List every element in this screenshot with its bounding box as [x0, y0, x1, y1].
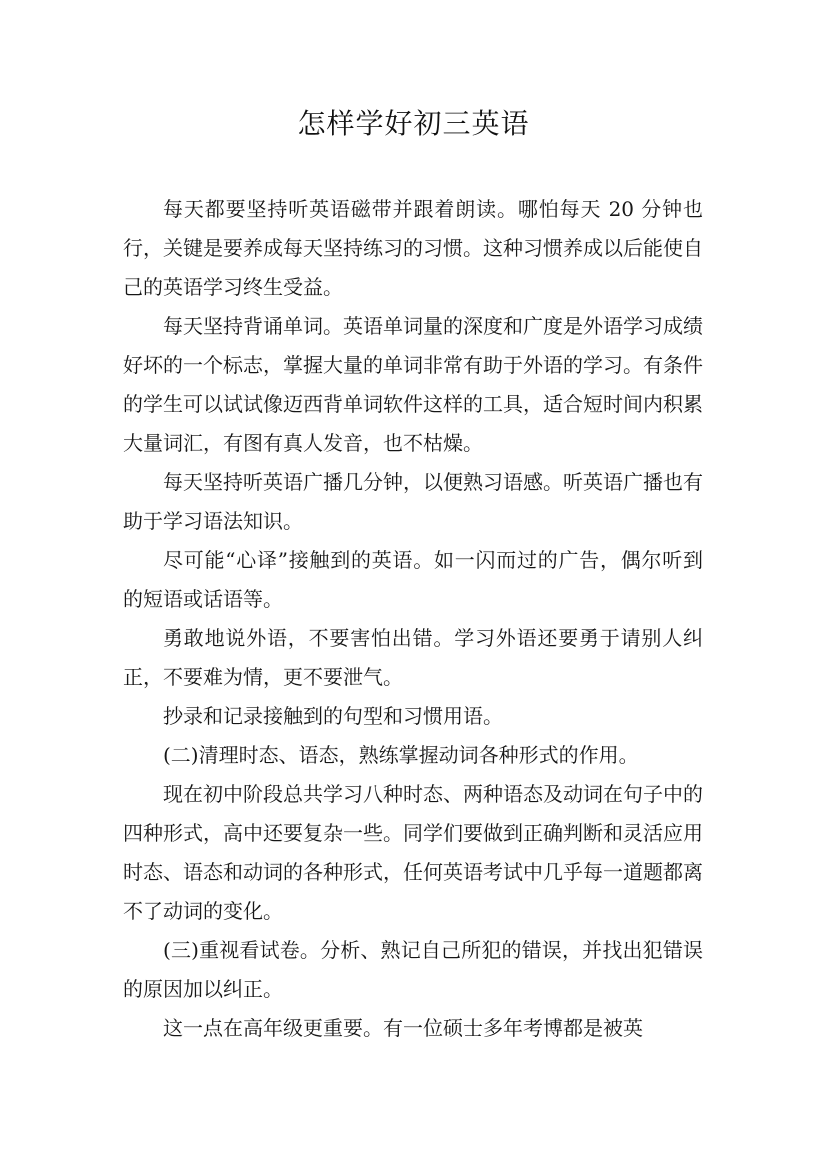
paragraph-section-two-heading: (二)清理时态、语态，熟练掌握动词各种形式的作用。: [163, 743, 639, 767]
paragraph-listening-practice: 每天都要坚持听英语磁带并跟着朗读。哪怕每天 20 分钟也行，关键是要养成每天坚持练习的习惯。这种习惯养成以后能使自己的英语学习终生受益。: [123, 197, 703, 299]
paragraph-section-three-heading: (三)重视看试卷。分析、熟记自己所犯的错误，并找出犯错误的原因加以纠正。: [123, 938, 703, 1001]
paragraph-mental-translation: 尽可能“心译”接触到的英语。如一闪而过的广告，偶尔听到的短语或话语等。: [123, 548, 703, 611]
paragraph-note-taking: 抄录和记录接触到的句型和习惯用语。: [163, 704, 503, 728]
paragraph-speaking: 勇敢地说外语，不要害怕出错。学习外语还要勇于请别人纠正，不要难为情，更不要泄气。: [123, 626, 703, 689]
paragraph-tenses: 现在初中阶段总共学习八种时态、两种语态及动词在句子中的四种形式，高中还要复杂一些。同学们要做到正确判断和灵活应用时态、语态和动词的各种形式，任何英语考试中几乎每一道题都离不了动词的变化。: [123, 782, 703, 923]
paragraph-vocabulary: 每天坚持背诵单词。英语单词量的深度和广度是外语学习成绩好坏的一个标志，掌握大量的单词非常有助于外语的学习。有条件的学生可以试试像迈西背单词软件这样的工具，适合短时间内积累大量词汇，有图有真人发音，也不枯燥。: [123, 314, 703, 455]
paragraph-radio: 每天坚持听英语广播几分钟，以便熟习语感。听英语广播也有助于学习语法知识。: [123, 470, 703, 533]
document-title: 怎样学好初三英语: [297, 107, 530, 140]
paragraph-senior-grades: 这一点在高年级更重要。有一位硕士多年考博都是被英: [163, 1016, 643, 1040]
document-body: [123, 190, 703, 1048]
